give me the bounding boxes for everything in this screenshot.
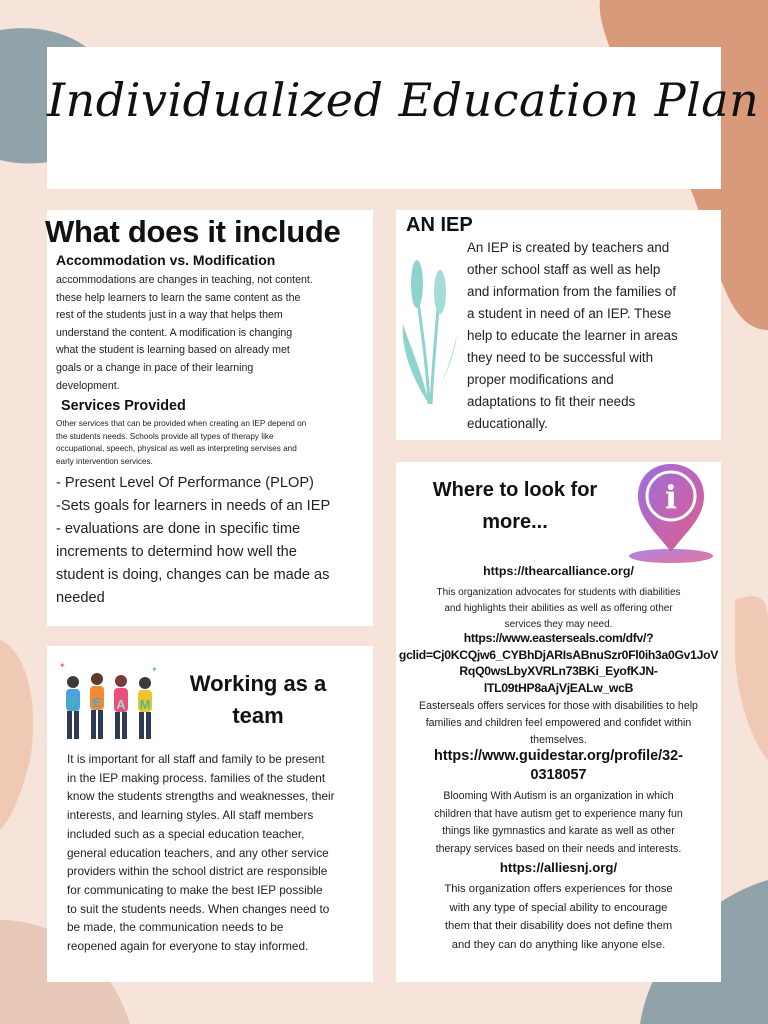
resource-desc-easterseals: Easterseals offers services for those with disabilities to help families and children feel empowered and confidet within themselves. xyxy=(419,700,698,746)
services-text: Other services that can be provided when creating an IEP depend on the students needs. Schools provide all types of therapy like occupational, speech, physical as well as interpreting servises and early intervention services. xyxy=(56,419,307,466)
plant-head-1 xyxy=(411,260,423,308)
resource-link-alliesnj[interactable]: https://alliesnj.org/ xyxy=(499,860,618,875)
team-letter-a: A xyxy=(116,697,126,712)
team-text: It is important for all staff and family to be present in the IEP making process. families of the student know the students strengths and weaknesses, their interests, and learning styles. All staff members included such as a special education teacher, general education teachers, and any other service providers within the school district are responsible for communicating to make the best IEP possible to suit the students needs. When changes need to be made, the communication needs to be reopened again for everyone to stay informed. xyxy=(67,752,335,954)
resource-link-arc[interactable]: https://thearcalliance.org/ xyxy=(483,564,634,578)
team-letter-m: M xyxy=(139,697,151,712)
blob-left-mid xyxy=(0,640,33,830)
team-letter-e: E xyxy=(92,695,102,710)
resource-desc-alliesnj: This organization offers experiences for those with any type of special ability to encourage them that their disability does not define them and they can do anything like anyone else. xyxy=(444,883,673,951)
iep-heading: AN IEP xyxy=(406,214,473,236)
team-letter-t: T xyxy=(69,696,77,711)
team-card xyxy=(47,646,373,982)
info-letter: i xyxy=(664,478,678,516)
svg-text:✦: ✦ xyxy=(151,665,158,674)
resource-desc-guidestar: Blooming With Autism is an organization in which children that have autism get to experience many fun things like gymnastics and karate as well as other therapy services based on their needs and interests. xyxy=(434,790,683,855)
blob-right-mid xyxy=(735,596,768,760)
page-title: Individualized Education Plan xyxy=(47,73,760,127)
plop-text: - Present Level Of Performance (PLOP) -Sets goals for learners in needs of an IEP - evaluations are done in specific time increments to determind how well the student is doing, changes can be made as needed xyxy=(56,475,331,606)
include-card xyxy=(47,210,373,626)
title-card xyxy=(47,47,760,189)
svg-text:✦: ✦ xyxy=(59,661,66,670)
resources-card xyxy=(396,462,721,982)
info-pin-icon xyxy=(626,460,716,566)
resource-link-guidestar[interactable]: https://www.guidestar.org/profile/32- 0318057 xyxy=(434,748,683,783)
resource-link-easterseals[interactable]: https://www.easterseals.com/dfv/? gclid=Cj0KCQjw6_CYBhDjARIsABnuSzr0Fl0ih3a0Gv1JoV RqQ0wsLbyXVRLn73BKi_EyofKJN- lTL09tHP8aAjVjEALw_wcB xyxy=(398,631,719,695)
iep-card xyxy=(396,210,721,440)
plant-head-2 xyxy=(434,270,446,314)
accommodation-heading: Accommodation vs. Modification xyxy=(56,252,276,268)
include-heading: What does it include xyxy=(45,214,341,249)
accommodation-text: accommodations are changes in teaching, not content. these help learners to learn the same content as the rest of the students just in a way that helps them understand the content. A modification is changing what the student is learning based on already met goals or a change in pace of their learning development. xyxy=(56,274,313,392)
iep-text: An IEP is created by teachers and other school staff as well as help and information from the families of a student in need of an IEP. These help to educate the learner in areas they need to be successful with proper modifications and adaptations to fit their needs educationally. xyxy=(467,240,678,431)
resource-desc-arc: This organization advocates for students with diabilities and highlights their abilities as well as offering other services they may need. xyxy=(436,587,681,630)
cattail-plant-illustration xyxy=(399,254,459,404)
services-heading: Services Provided xyxy=(61,398,186,414)
team-heading: Working as a team xyxy=(189,671,327,728)
resources-heading: Where to look for more... xyxy=(432,479,598,533)
team-people-illustration xyxy=(53,658,165,744)
